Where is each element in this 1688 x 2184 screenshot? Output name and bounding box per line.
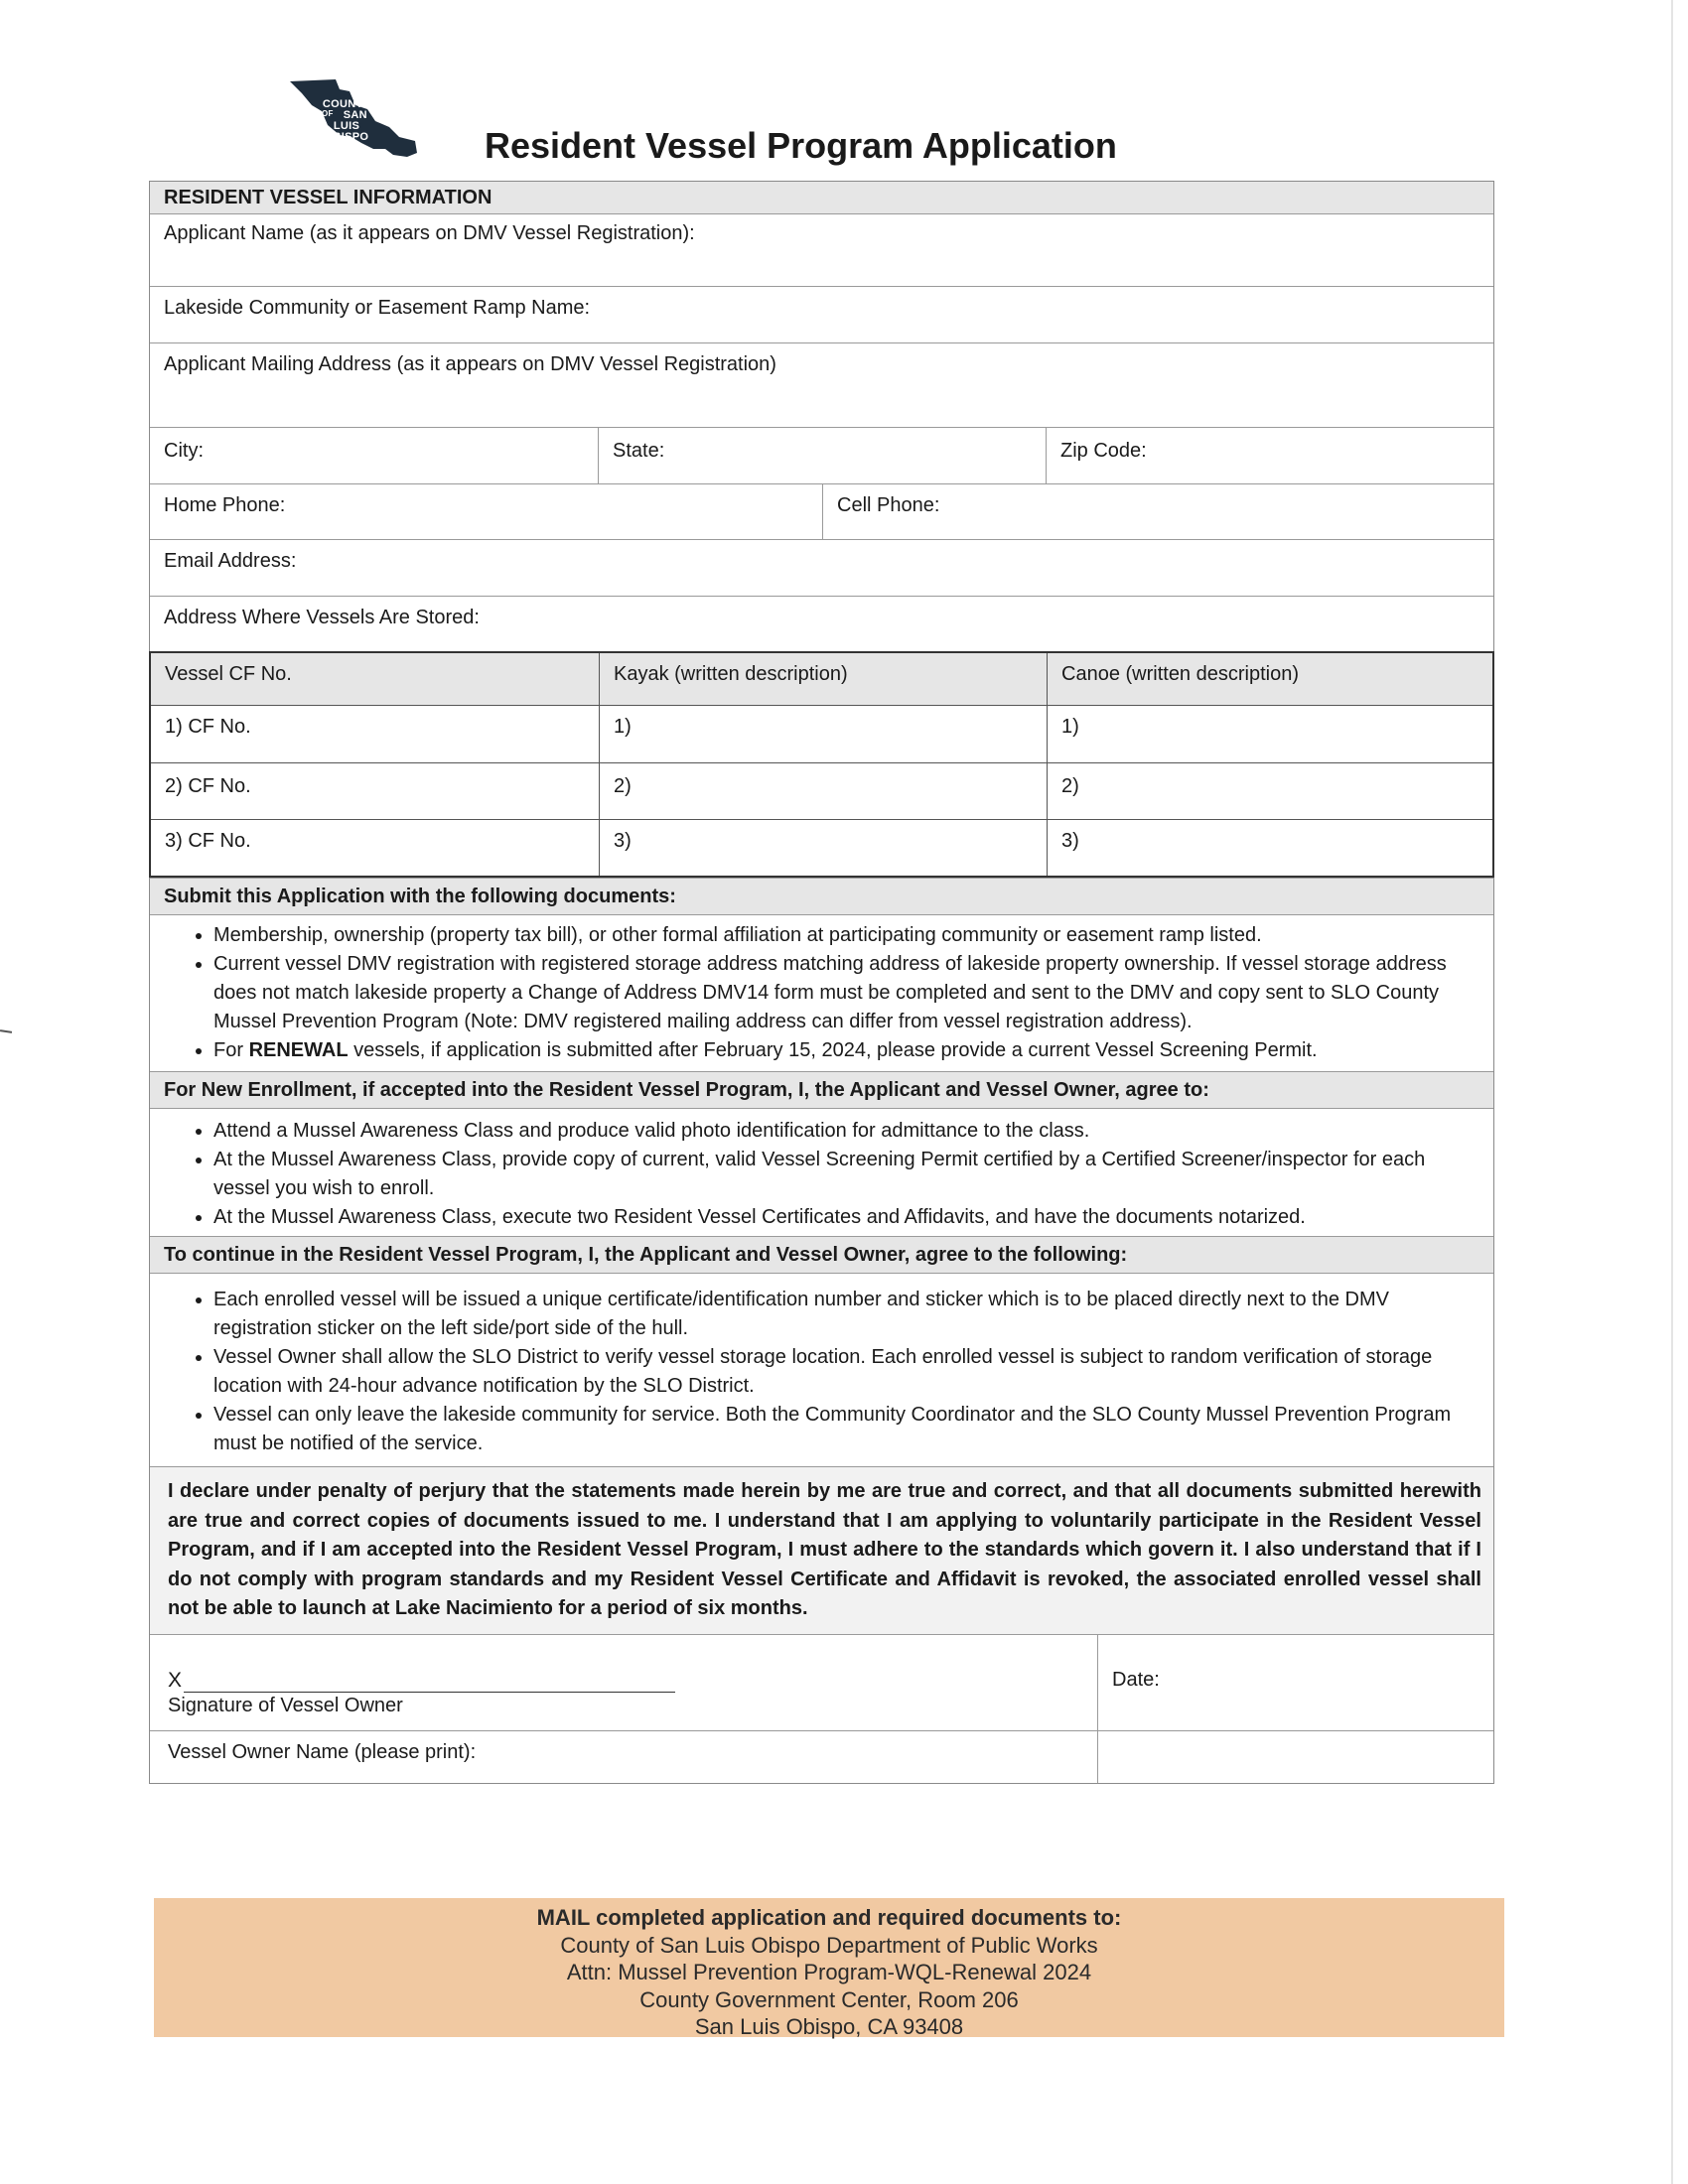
- renewal-emphasis: RENEWAL: [248, 1039, 349, 1061]
- section-heading-new-enrollment: For New Enrollment, if accepted into the Resident Vessel Program, I, the Applicant and Vessel Owner, agree to:: [150, 1072, 1493, 1109]
- vessel-table: [149, 651, 1494, 878]
- page-title: Resident Vessel Program Application: [485, 125, 1117, 166]
- storage-address-field[interactable]: [150, 597, 1493, 651]
- table-row: [151, 706, 1492, 763]
- signature-line: [168, 1669, 1083, 1693]
- signature-label: Signature of Vessel Owner: [168, 1694, 403, 1716]
- list-item: • Current vessel DMV registration with registered storage address matching address of lakeside property ownership. If vessel storage address does not match lakeside property a Change of Address DMV14 form must be completed and sent to the DMV and copy sent to SLO County Mussel Prevention Program (Note: DMV registered mailing address can differ from vessel registration address).: [213, 950, 1483, 1036]
- kayak-cell[interactable]: 3): [599, 820, 1047, 876]
- home-phone-field[interactable]: [150, 484, 822, 539]
- zip-label: Zip Code:: [1060, 440, 1147, 462]
- column-header: Vessel CF No.: [165, 663, 292, 685]
- list-item: • Attend a Mussel Awareness Class and produce valid photo identification for admittance to the class.: [213, 1117, 1483, 1146]
- list-item: • Vessel can only leave the lakeside community for service. Both the Community Coordinator and the SLO County Mussel Prevention Program must be notified of the service.: [213, 1401, 1483, 1458]
- vessel-table-header: [151, 653, 1492, 706]
- city-field[interactable]: [150, 428, 598, 483]
- storage-address-row: [150, 597, 1493, 651]
- page-edge: [1671, 0, 1673, 2184]
- kayak-cell[interactable]: 2): [599, 763, 1047, 819]
- print-name-row: [150, 1731, 1493, 1783]
- logo-line: OF: [322, 109, 334, 118]
- zip-field[interactable]: [1046, 428, 1493, 483]
- logo-line: SAN LUIS: [333, 109, 367, 132]
- signature-field[interactable]: [150, 1635, 1097, 1730]
- email-row: [150, 540, 1493, 597]
- kayak-cell[interactable]: 1): [599, 706, 1047, 762]
- applicant-name-label: Applicant Name (as it appears on DMV Vessel Registration):: [164, 222, 695, 244]
- list-item-text: For: [213, 1039, 249, 1061]
- mailing-line: County of San Luis Obispo Department of Public Works: [560, 1932, 1098, 1958]
- mailing-line: Attn: Mussel Prevention Program-WQL-Renewal 2024: [566, 1960, 1092, 1984]
- submit-list: [150, 915, 1493, 1072]
- section-heading-continue: To continue in the Resident Vessel Program, I, the Applicant and Vessel Owner, agree to the following:: [150, 1237, 1493, 1274]
- state-field[interactable]: [598, 428, 1046, 483]
- column-header: Canoe (written description): [1047, 653, 1492, 705]
- canoe-cell[interactable]: 3): [1047, 820, 1492, 876]
- logo-line: OBISPO: [324, 131, 369, 143]
- mailing-line: County Government Center, Room 206: [639, 1986, 1019, 2012]
- applicant-name-field[interactable]: [150, 214, 1493, 286]
- list-item: • Vessel Owner shall allow the SLO District to verify vessel storage location. Each enrolled vessel is subject to random verification of storage location with 24-hour advance notification by the SLO District.: [213, 1343, 1483, 1401]
- community-row: [150, 287, 1493, 343]
- cell-phone-label: Cell Phone:: [837, 494, 940, 516]
- application-form: [149, 181, 1494, 1784]
- signature-row: [150, 1635, 1493, 1731]
- new-enrollment-list: [150, 1109, 1493, 1237]
- list-item: • Membership, ownership (property tax bill), or other formal affiliation at participating community or easement ramp listed.: [213, 921, 1483, 950]
- print-name-field[interactable]: [150, 1731, 1097, 1783]
- cf-number-cell[interactable]: 3) CF No.: [165, 830, 251, 852]
- signature-x-mark: X: [168, 1668, 183, 1692]
- section-heading-info: RESIDENT VESSEL INFORMATION: [150, 182, 1493, 214]
- email-field[interactable]: [150, 540, 1493, 596]
- logo-text: [316, 99, 377, 143]
- list-item: • At the Mussel Awareness Class, provide copy of current, valid Vessel Screening Permit certified by a Certified Screener/inspector for each vessel you wish to enroll.: [213, 1146, 1483, 1203]
- cf-number-cell[interactable]: 2) CF No.: [165, 775, 251, 797]
- phone-row: [150, 484, 1493, 540]
- mailing-address-label: Applicant Mailing Address (as it appears on DMV Vessel Registration): [164, 353, 776, 375]
- community-label: Lakeside Community or Easement Ramp Name:: [164, 297, 591, 319]
- mailing-heading: MAIL completed application and required documents to:: [536, 1905, 1122, 1930]
- mailing-instructions: [154, 1898, 1504, 2037]
- list-item: • At the Mussel Awareness Class, execute two Resident Vessel Certificates and Affidavits, and have the documents notarized.: [213, 1203, 1483, 1232]
- home-phone-label: Home Phone:: [164, 494, 286, 516]
- community-field[interactable]: [150, 287, 1493, 342]
- section-heading-submit: Submit this Application with the following documents:: [150, 878, 1493, 915]
- cell-phone-field[interactable]: [822, 484, 1493, 539]
- continue-list: [150, 1274, 1493, 1467]
- date-label: Date:: [1112, 1668, 1160, 1691]
- mailing-address-field[interactable]: [150, 343, 1493, 427]
- margin-mark: [0, 1029, 12, 1033]
- mailing-address-row: [150, 343, 1493, 428]
- applicant-name-row: [150, 214, 1493, 287]
- canoe-cell[interactable]: 1): [1047, 706, 1492, 762]
- list-item: [213, 1036, 1483, 1065]
- list-item: • Each enrolled vessel will be issued a unique certificate/identification number and sticker which is to be placed directly next to the DMV registration sticker on the left side/port side of the hull.: [213, 1286, 1483, 1343]
- print-name-extra-cell[interactable]: [1097, 1731, 1493, 1783]
- canoe-cell[interactable]: 2): [1047, 763, 1492, 819]
- table-row: [151, 820, 1492, 876]
- table-row: [151, 763, 1492, 820]
- date-field[interactable]: [1097, 1635, 1493, 1730]
- city-state-zip-row: [150, 428, 1493, 484]
- logo-line: COUNTY: [322, 98, 371, 110]
- perjury-declaration: I declare under penalty of perjury that the statements made herein by me are true and correct, and that all documents submitted herewith are true and correct copies of documents issued to me. I understand that I am applying to voluntarily participate in the Resident Vessel Program, and if I am accepted into the Resident Vessel Program, I must adhere to the standards which govern it. I also understand that if I do not comply with program standards and my Resident Vessel Certificate and Affidavit is revoked, the associated enrolled vessel shall not be able to launch at Lake Nacimiento for a period of six months.: [150, 1467, 1493, 1635]
- cf-number-cell[interactable]: 1) CF No.: [165, 716, 251, 738]
- city-label: City:: [164, 440, 204, 462]
- list-item-text: vessels, if application is submitted after February 15, 2024, please provide a current Vessel Screening Permit.: [348, 1039, 1318, 1061]
- column-header: Kayak (written description): [599, 653, 1047, 705]
- email-label: Email Address:: [164, 550, 297, 572]
- print-name-label: Vessel Owner Name (please print):: [168, 1740, 477, 1763]
- state-label: State:: [613, 440, 665, 462]
- signature-underline: [184, 1672, 675, 1693]
- mailing-line: San Luis Obispo, CA 93408: [694, 2014, 964, 2039]
- storage-address-label: Address Where Vessels Are Stored:: [164, 607, 480, 628]
